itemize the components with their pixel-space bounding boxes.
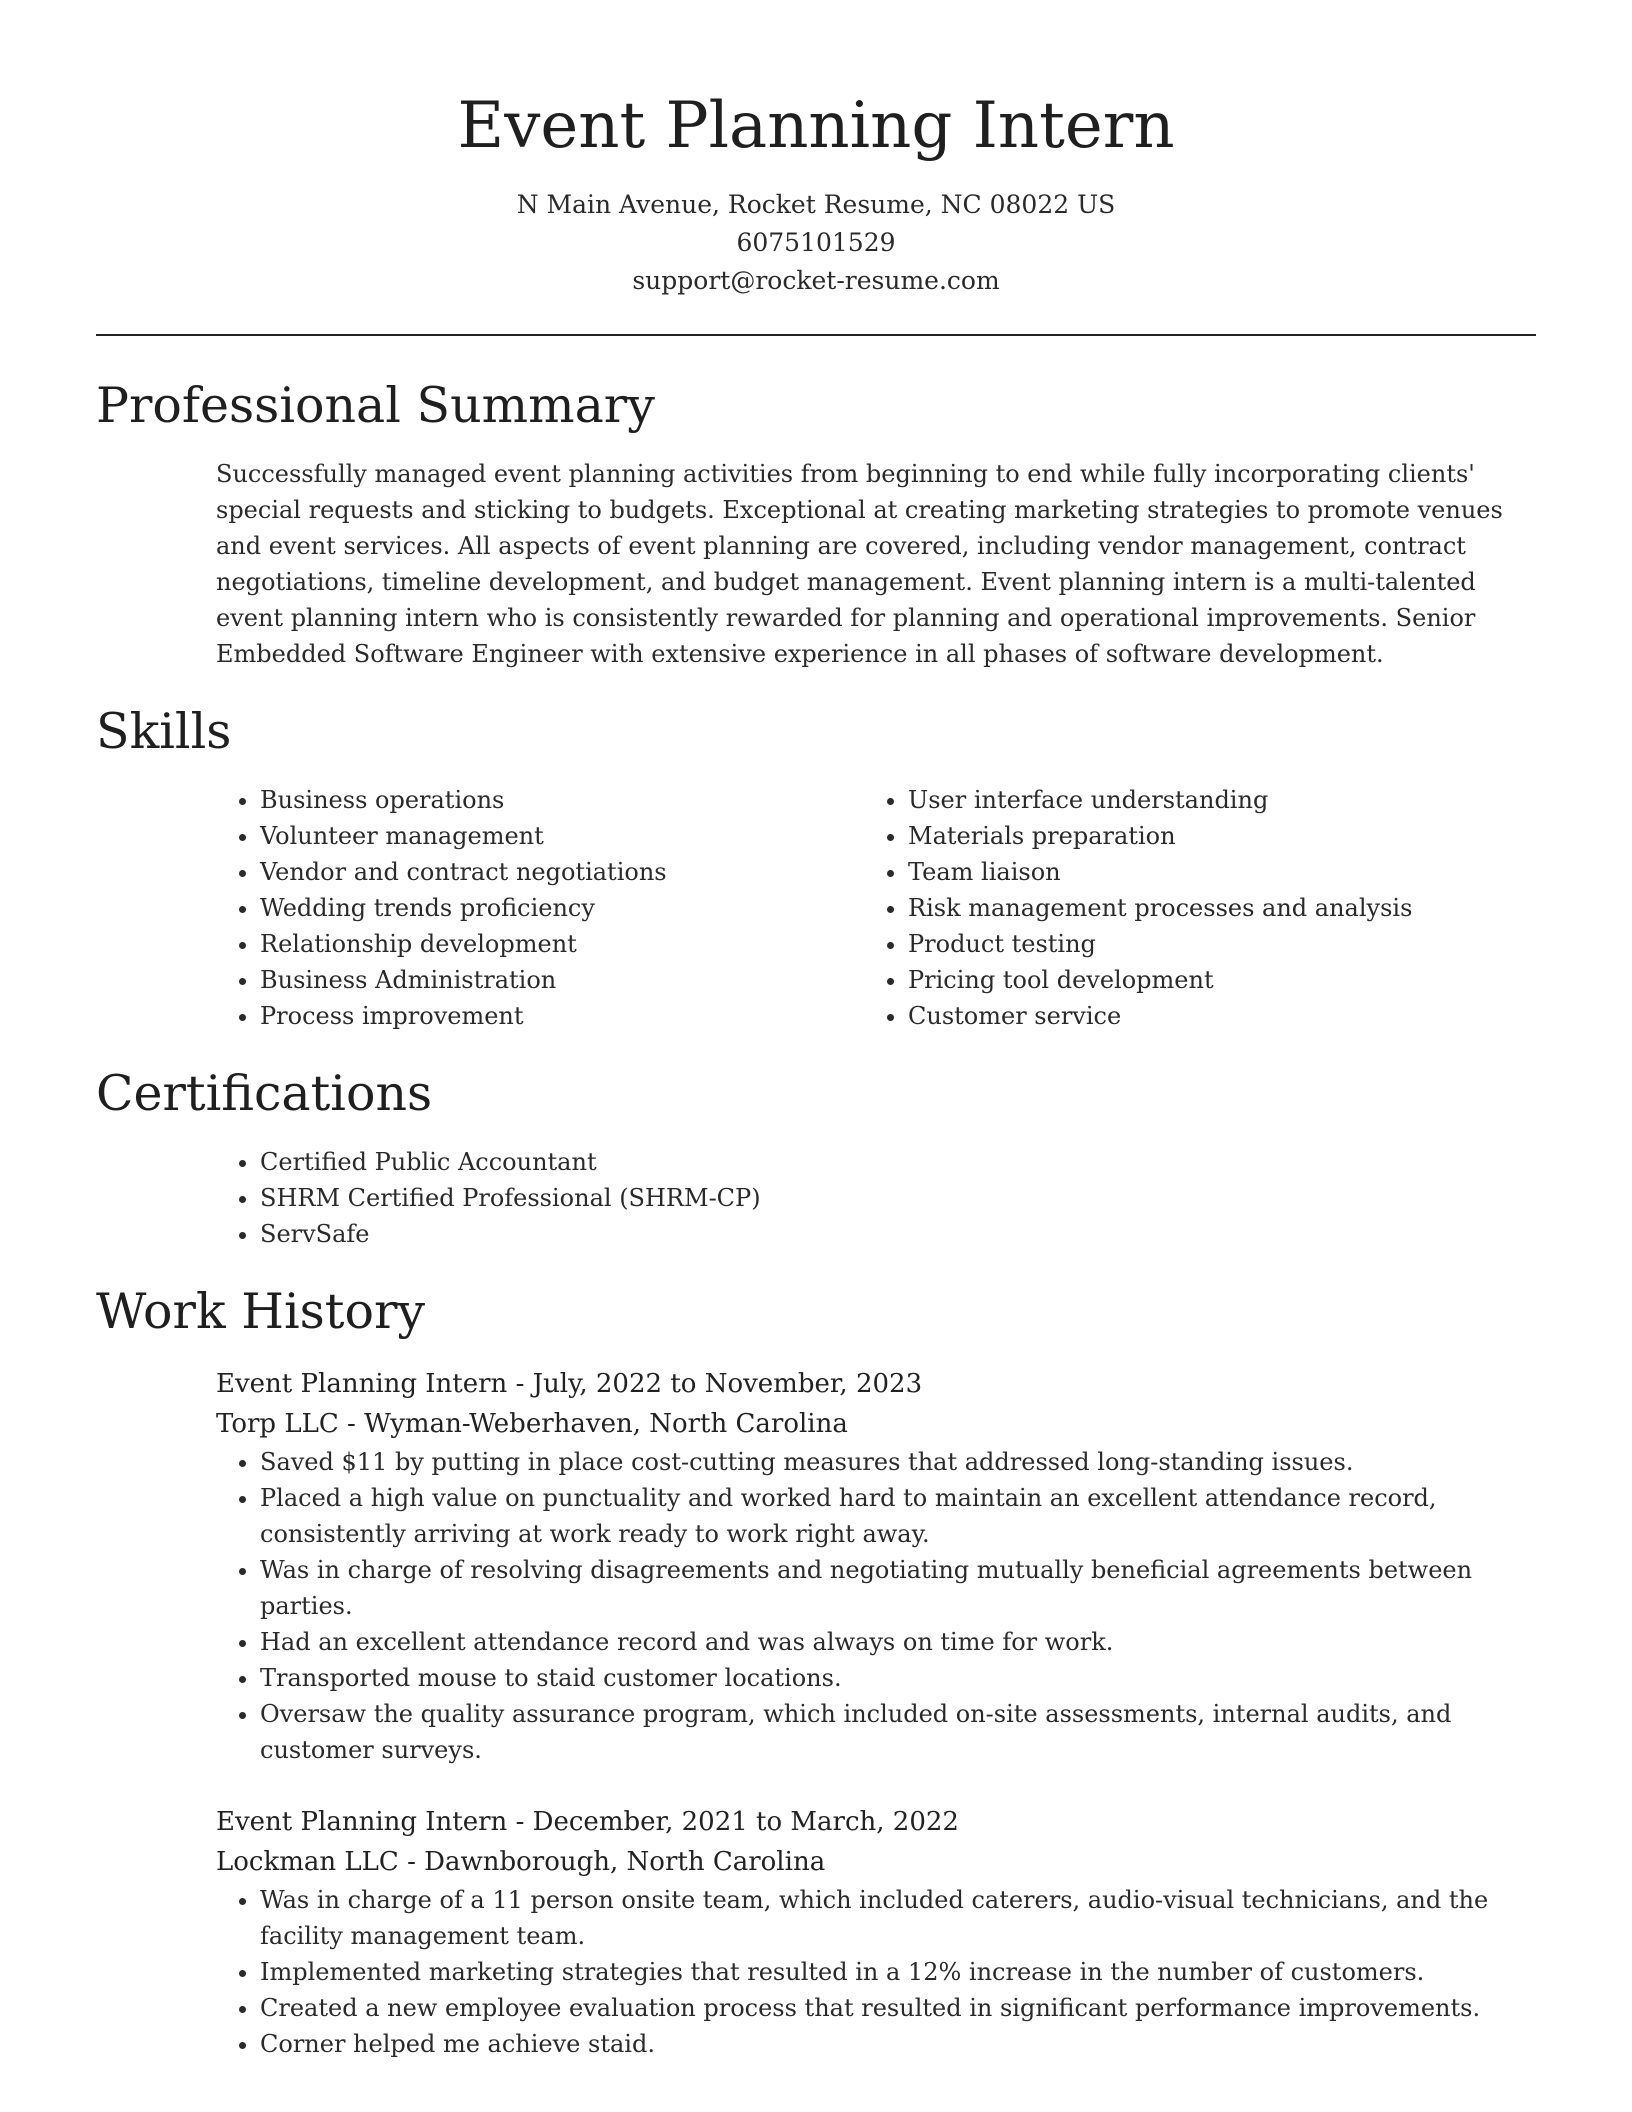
certification-item: • ServSafe bbox=[260, 1216, 1536, 1252]
skill-item: • Materials preparation bbox=[908, 818, 1512, 854]
work-history-heading: Work History bbox=[96, 1283, 426, 1340]
job-entry bbox=[216, 1364, 1536, 1768]
job-title: Event Planning Intern bbox=[216, 1807, 508, 1837]
skill-item: • Product testing bbox=[908, 926, 1512, 962]
job-company-line bbox=[216, 1842, 1536, 1882]
certifications-section bbox=[96, 1064, 1536, 1252]
job-bullet: • Had an excellent attendance record and was always on time for work. bbox=[260, 1624, 1536, 1660]
job-bullets bbox=[216, 1882, 1536, 2062]
skills-list-left bbox=[216, 782, 864, 1034]
job-bullet: • Corner helped me achieve staid. bbox=[260, 2026, 1536, 2062]
job-location: Dawnborough, North Carolina bbox=[424, 1847, 826, 1877]
contact-phone: 6075101529 bbox=[736, 228, 896, 257]
job-bullet: • Created a new employee evaluation process that resulted in significant performance improvements. bbox=[260, 1990, 1536, 2026]
skill-item: • Pricing tool development bbox=[908, 962, 1512, 998]
skill-item: • Wedding trends proficiency bbox=[260, 890, 864, 926]
resume-header bbox=[96, 0, 1536, 300]
skills-section bbox=[96, 702, 1536, 1034]
job-entry bbox=[216, 1802, 1536, 2062]
summary-text: Successfully managed event planning activities from beginning to end while fully incorporating clients' special requests and sticking to budgets. Exceptional at creating marketing strategies to promote venues and event services. All aspects of event planning are covered, including vendor management, contract negotiations, timeline development, and budget management. Event planning intern is a multi-talented event planning intern who is consistently rewarded for planning and operational improvements. Senior Embedded Software Engineer with extensive experience in all phases of software development. bbox=[216, 460, 1503, 668]
header-divider bbox=[96, 334, 1536, 336]
skills-column-right bbox=[864, 782, 1512, 1034]
job-bullet: • Was in charge of resolving disagreements and negotiating mutually beneficial agreements between parties. bbox=[260, 1552, 1536, 1624]
certifications-list bbox=[216, 1144, 1536, 1252]
job-title-line bbox=[216, 1364, 1536, 1404]
skill-item: • Business Administration bbox=[260, 962, 864, 998]
certification-item: • Certified Public Accountant bbox=[260, 1144, 1536, 1180]
contact-block bbox=[96, 186, 1536, 300]
candidate-name: Event Planning Intern bbox=[457, 89, 1175, 163]
skills-grid bbox=[216, 782, 1536, 1034]
job-company-separator: - bbox=[398, 1847, 425, 1877]
certification-item: • SHRM Certified Professional (SHRM-CP) bbox=[260, 1180, 1536, 1216]
certifications-list-wrap bbox=[216, 1144, 1536, 1252]
summary-section bbox=[96, 376, 1536, 672]
contact-address: N Main Avenue, Rocket Resume, NC 08022 US bbox=[516, 190, 1116, 219]
job-title-line bbox=[216, 1802, 1536, 1842]
job-company: Lockman LLC bbox=[216, 1847, 399, 1877]
skill-item: • Vendor and contract negotiations bbox=[260, 854, 864, 890]
job-location: Wyman-Weberhaven, North Carolina bbox=[364, 1409, 848, 1439]
job-dates: July, 2022 to November, 2023 bbox=[532, 1369, 923, 1399]
job-title-separator: - bbox=[507, 1369, 533, 1399]
certifications-heading: Certifications bbox=[96, 1065, 433, 1122]
job-title-separator: - bbox=[507, 1807, 533, 1837]
job-company-line bbox=[216, 1404, 1536, 1444]
job-bullet: • Placed a high value on punctuality and worked hard to maintain an excellent attendance record, consistently arriving at work ready to work right away. bbox=[260, 1480, 1536, 1552]
skill-item: • User interface understanding bbox=[908, 782, 1512, 818]
work-history-section bbox=[96, 1282, 1536, 2062]
skill-item: • Customer service bbox=[908, 998, 1512, 1034]
skills-column-left bbox=[216, 782, 864, 1034]
skill-item: • Risk management processes and analysis bbox=[908, 890, 1512, 926]
skill-item: • Process improvement bbox=[260, 998, 864, 1034]
skill-item: • Team liaison bbox=[908, 854, 1512, 890]
job-bullet: • Implemented marketing strategies that resulted in a 12% increase in the number of customers. bbox=[260, 1954, 1536, 1990]
summary-heading: Professional Summary bbox=[96, 377, 655, 434]
skill-item: • Volunteer management bbox=[260, 818, 864, 854]
job-bullet: • Saved $11 by putting in place cost-cutting measures that addressed long-standing issues. bbox=[260, 1444, 1536, 1480]
job-company: Torp LLC bbox=[216, 1409, 339, 1439]
job-bullet: • Oversaw the quality assurance program, which included on-site assessments, internal audits, and customer surveys. bbox=[260, 1696, 1536, 1768]
job-dates: December, 2021 to March, 2022 bbox=[532, 1807, 959, 1837]
skill-item: • Relationship development bbox=[260, 926, 864, 962]
job-company-separator: - bbox=[338, 1409, 365, 1439]
job-bullet: • Was in charge of a 11 person onsite team, which included caterers, audio-visual technicians, and the facility management team. bbox=[260, 1882, 1536, 1954]
skills-heading: Skills bbox=[96, 703, 232, 760]
job-title: Event Planning Intern bbox=[216, 1369, 508, 1399]
skill-item: • Business operations bbox=[260, 782, 864, 818]
job-bullet: • Transported mouse to staid customer locations. bbox=[260, 1660, 1536, 1696]
job-bullets bbox=[216, 1444, 1536, 1768]
skills-list-right bbox=[864, 782, 1512, 1034]
contact-email: support@rocket-resume.com bbox=[632, 266, 1000, 295]
